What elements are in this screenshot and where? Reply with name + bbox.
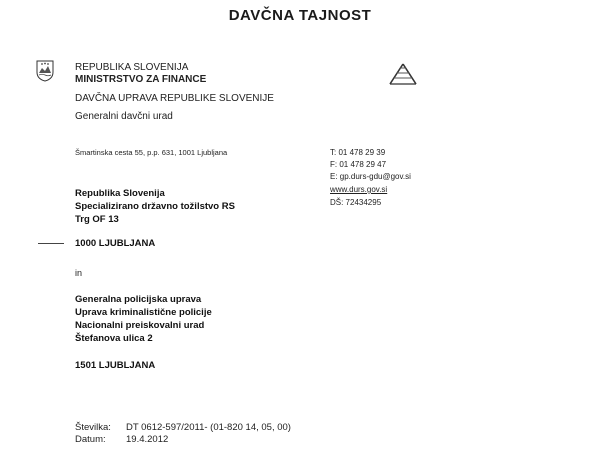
recipient1-line1: Republika Slovenija bbox=[75, 188, 165, 199]
reference-number-value: DT 0612-597/2011- (01-820 14, 05, 00) bbox=[126, 422, 291, 433]
sender-address: Šmartinska cesta 55, p.p. 631, 1001 Ljubljana bbox=[75, 148, 228, 157]
date-value: 19.4.2012 bbox=[126, 434, 169, 445]
contact-website-link[interactable] bbox=[330, 184, 387, 195]
sender-line-ministry: MINISTRSTVO ZA FINANCE bbox=[75, 74, 207, 85]
recipient2-line4: Štefanova ulica 2 bbox=[75, 333, 153, 344]
date-label: Datum: bbox=[75, 434, 106, 445]
classification-heading: DAVČNA TAJNOST bbox=[228, 7, 372, 24]
conjunction-text: in bbox=[75, 268, 83, 278]
contact-tax-id: DŠ: 72434295 bbox=[330, 198, 382, 207]
contact-fax: F: 01 478 29 47 bbox=[330, 160, 387, 169]
coat-of-arms-icon bbox=[36, 60, 54, 82]
recipient2-line3: Nacionalni preiskovalni urad bbox=[75, 320, 205, 331]
sender-line-tax-administration: DAVČNA UPRAVA REPUBLIKE SLOVENIJE bbox=[75, 93, 274, 104]
recipient1-line2: Specializirano državno tožilstvo RS bbox=[75, 201, 235, 212]
sender-line-office: Generalni davčni urad bbox=[75, 111, 173, 122]
recipient2-city: 1501 LJUBLJANA bbox=[75, 360, 156, 371]
fold-mark bbox=[38, 243, 64, 244]
contact-website-text[interactable]: www.durs.gov.si bbox=[330, 185, 388, 194]
recipient2-line2: Uprava kriminalistične policije bbox=[75, 307, 212, 318]
contact-email[interactable]: E: gp.durs-gdu@gov.si bbox=[330, 172, 411, 181]
sender-line-republic: REPUBLIKA SLOVENIJA bbox=[75, 62, 189, 73]
recipient1-line3: Trg OF 13 bbox=[75, 214, 119, 225]
contact-phone: T: 01 478 29 39 bbox=[330, 148, 386, 157]
reference-number-label: Številka: bbox=[75, 422, 111, 433]
recipient1-city: 1000 LJUBLJANA bbox=[75, 238, 156, 249]
recipient2-line1: Generalna policijska uprava bbox=[75, 294, 202, 305]
tax-administration-logo bbox=[388, 62, 418, 88]
